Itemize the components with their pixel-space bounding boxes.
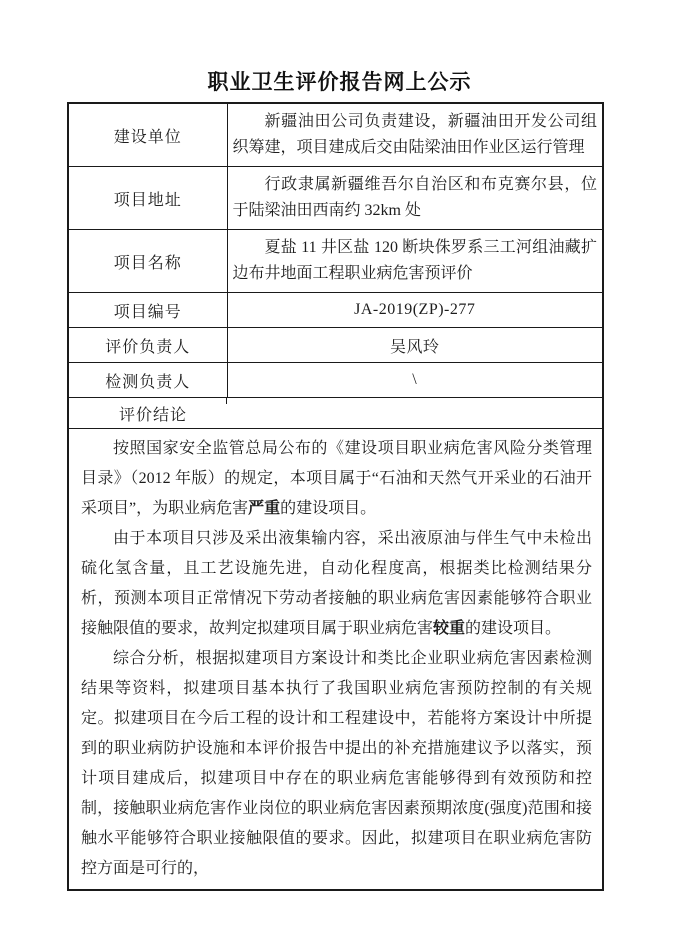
paragraph-text: 综合分析，根据拟建项目方案设计和类比企业职业病危害因素检测结果等资料，拟建项目基本执行了我国职业病危害预防控制的有关规定。拟建项目在今后工程的设计和工程建设中，若能将方案设计中所提到的职业病防护设施和本评价报告中提出的补充措施建议予以落实，预计项目建成后，拟建项目中存在的职业病危害能够得到有效预防和控制，接触职业病危害作业岗位的职业病危害因素预期浓度(强度)范围和接触水平能够符合职业接触限值的要求。因此，拟建项目在职业病危害防控方面是可行的， <box>81 650 592 877</box>
table-row <box>68 328 603 363</box>
table-row <box>68 103 603 167</box>
row-label-construction-unit: 建设单位 <box>68 103 227 167</box>
conclusion-paragraph-3 <box>81 644 592 884</box>
paragraph-text: 由于本项目只涉及采出液集输内容，采出液原油与伴生气中未检出硫化氢含量，且工艺设施先进，自动化程度高，根据类比检测结果分析，预测本项目正常情况下劳动者接触的职业病危害因素能够符合职业接触限值的要求，故判定拟建项目属于职业病危害 <box>81 530 592 637</box>
report-table <box>67 102 604 891</box>
row-label-testing-lead: 检测负责人 <box>68 363 227 398</box>
table-row <box>68 293 603 328</box>
conclusion-label-row <box>68 398 603 429</box>
row-value-evaluation-lead: 吴风玲 <box>227 328 603 363</box>
row-value-project-name: 夏盐 11 井区盐 120 断块侏罗系三工河组油藏扩边布井地面工程职业病危害预评价 <box>227 230 603 293</box>
row-value-construction-unit: 新疆油田公司负责建设，新疆油田开发公司组织筹建，项目建成后交由陆梁油田作业区运行管理 <box>227 103 603 167</box>
row-value-testing-lead: \ <box>227 363 603 398</box>
conclusion-paragraph-2 <box>81 524 592 644</box>
row-label-project-address: 项目地址 <box>68 167 227 230</box>
row-label-project-number: 项目编号 <box>68 293 227 328</box>
paragraph-text: 的建设项目。 <box>465 620 562 637</box>
conclusion-label-text: 评价结论 <box>119 406 188 424</box>
row-label-evaluation-lead: 评价负责人 <box>68 328 227 363</box>
column-divider-stub <box>226 398 227 404</box>
conclusion-body-row <box>68 429 603 891</box>
row-value-project-address: 行政隶属新疆维吾尔自治区和布克赛尔县，位于陆梁油田西南约 32km 处 <box>227 167 603 230</box>
row-value-project-number: JA-2019(ZP)-277 <box>227 293 603 328</box>
paragraph-text: 的建设项目。 <box>280 500 377 517</box>
conclusion-paragraph-1 <box>81 434 592 524</box>
bold-emphasis: 严重 <box>248 500 281 517</box>
table-row <box>68 363 603 398</box>
paragraph-text: 按照国家安全监管总局公布的《建设项目职业病危害风险分类管理目录》（2012 年版）的规定，本项目属于“石油和天然气开采业的石油开采项目”，为职业病危害 <box>81 440 592 517</box>
conclusion-label <box>68 398 603 429</box>
table-row <box>68 230 603 293</box>
row-label-project-name: 项目名称 <box>68 230 227 293</box>
bold-emphasis: 较重 <box>433 620 466 637</box>
table-row <box>68 167 603 230</box>
page-title: 职业卫生评价报告网上公示 <box>207 71 472 94</box>
conclusion-body <box>68 429 603 891</box>
